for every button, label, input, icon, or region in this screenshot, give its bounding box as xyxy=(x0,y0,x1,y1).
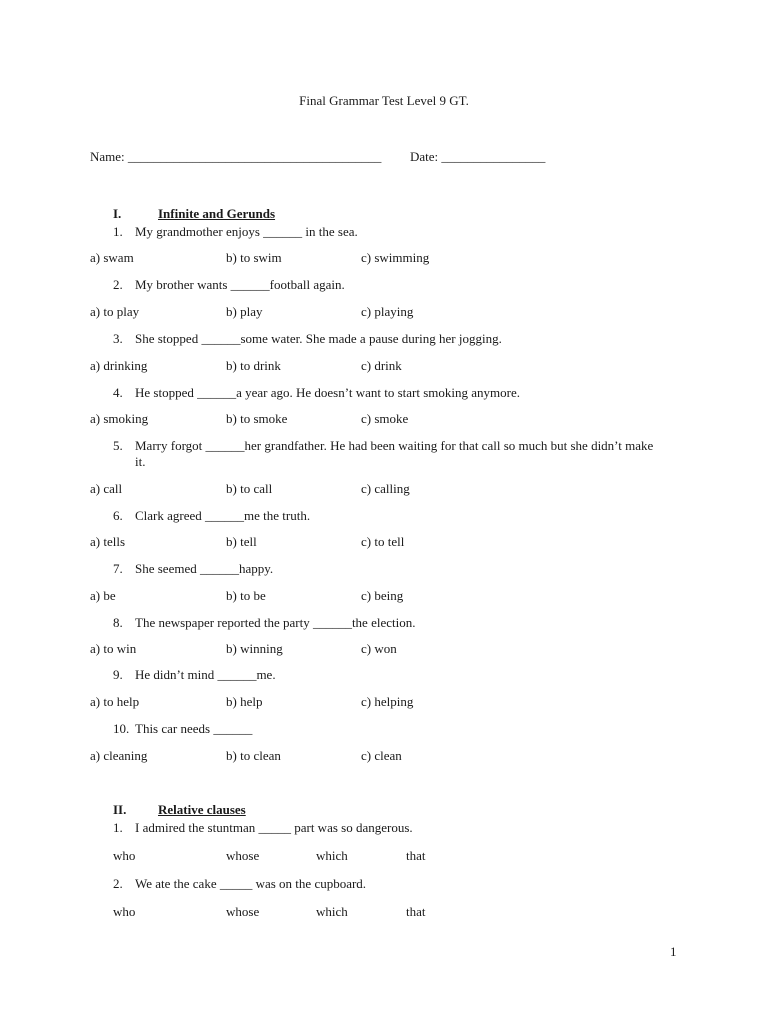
option-who: who xyxy=(113,848,136,863)
option-a: a) cleaning xyxy=(90,748,148,763)
option-c: c) smoke xyxy=(361,411,409,426)
question-number: 10. xyxy=(113,721,130,736)
question-text: He didn’t mind ______me. xyxy=(135,667,276,682)
option-c: c) won xyxy=(361,641,397,656)
question-text: We ate the cake _____ was on the cupboard. xyxy=(135,876,367,891)
question-number: 3. xyxy=(113,331,123,346)
question-text: Marry forgot ______her grandfather. He had been waiting for that call so much but she didn’t make it. xyxy=(135,438,654,469)
option-c: c) helping xyxy=(361,694,414,709)
option-c: c) playing xyxy=(361,304,414,319)
option-b: b) to clean xyxy=(226,748,281,763)
question-number: 2. xyxy=(113,876,123,891)
question-text: My brother wants ______football again. xyxy=(135,277,345,292)
option-whose: whose xyxy=(226,848,260,863)
section-numeral: I. xyxy=(113,206,122,221)
option-a: a) drinking xyxy=(90,358,148,373)
question-number: 8. xyxy=(113,615,123,630)
option-b: b) to call xyxy=(226,481,273,496)
page-title: Final Grammar Test Level 9 GT. xyxy=(299,93,469,108)
option-a: a) swam xyxy=(90,250,134,265)
question-text: My grandmother enjoys ______ in the sea. xyxy=(135,224,358,239)
option-c: c) swimming xyxy=(361,250,430,265)
option-who: who xyxy=(113,904,136,919)
option-which: which xyxy=(316,904,348,919)
option-b: b) to swim xyxy=(226,250,282,265)
date-field: Date: ________________ xyxy=(410,149,546,164)
option-a: a) to win xyxy=(90,641,137,656)
question-text: She stopped ______some water. She made a pause during her jogging. xyxy=(135,331,502,346)
option-a: a) tells xyxy=(90,534,126,549)
option-b: b) to be xyxy=(226,588,266,603)
option-that: that xyxy=(406,904,426,919)
option-c: c) calling xyxy=(361,481,410,496)
question-text: The newspaper reported the party ______the election. xyxy=(135,615,416,630)
question-number: 6. xyxy=(113,508,123,523)
question-number: 5. xyxy=(113,438,123,453)
option-b: b) to smoke xyxy=(226,411,288,426)
question-number: 1. xyxy=(113,820,123,835)
option-c: c) being xyxy=(361,588,404,603)
question-number: 7. xyxy=(113,561,123,576)
option-b: b) help xyxy=(226,694,263,709)
section-heading: Infinite and Gerunds xyxy=(158,206,276,221)
option-b: b) winning xyxy=(226,641,283,656)
option-a: a) call xyxy=(90,481,123,496)
option-a: a) to help xyxy=(90,694,140,709)
question-text: This car needs ______ xyxy=(135,721,253,736)
option-b: b) to drink xyxy=(226,358,281,373)
question-number: 9. xyxy=(113,667,123,682)
question-number: 1. xyxy=(113,224,123,239)
option-c: c) to tell xyxy=(361,534,405,549)
section-heading: Relative clauses xyxy=(158,802,246,817)
question-text: Clark agreed ______me the truth. xyxy=(135,508,311,523)
option-c: c) clean xyxy=(361,748,402,763)
page-number: 1 xyxy=(670,944,677,959)
option-that: that xyxy=(406,848,426,863)
option-b: b) play xyxy=(226,304,263,319)
option-c: c) drink xyxy=(361,358,402,373)
question-number: 2. xyxy=(113,277,123,292)
question-text: She seemed ______happy. xyxy=(135,561,274,576)
option-which: which xyxy=(316,848,348,863)
section-numeral: II. xyxy=(113,802,127,817)
name-field: Name: _______________________________________ xyxy=(90,149,382,164)
question-number: 4. xyxy=(113,385,123,400)
option-a: a) to play xyxy=(90,304,140,319)
question-text: I admired the stuntman _____ part was so dangerous. xyxy=(135,820,413,835)
question-text: He stopped ______a year ago. He doesn’t want to start smoking anymore. xyxy=(135,385,520,400)
option-whose: whose xyxy=(226,904,260,919)
option-a: a) be xyxy=(90,588,116,603)
option-b: b) tell xyxy=(226,534,257,549)
option-a: a) smoking xyxy=(90,411,149,426)
